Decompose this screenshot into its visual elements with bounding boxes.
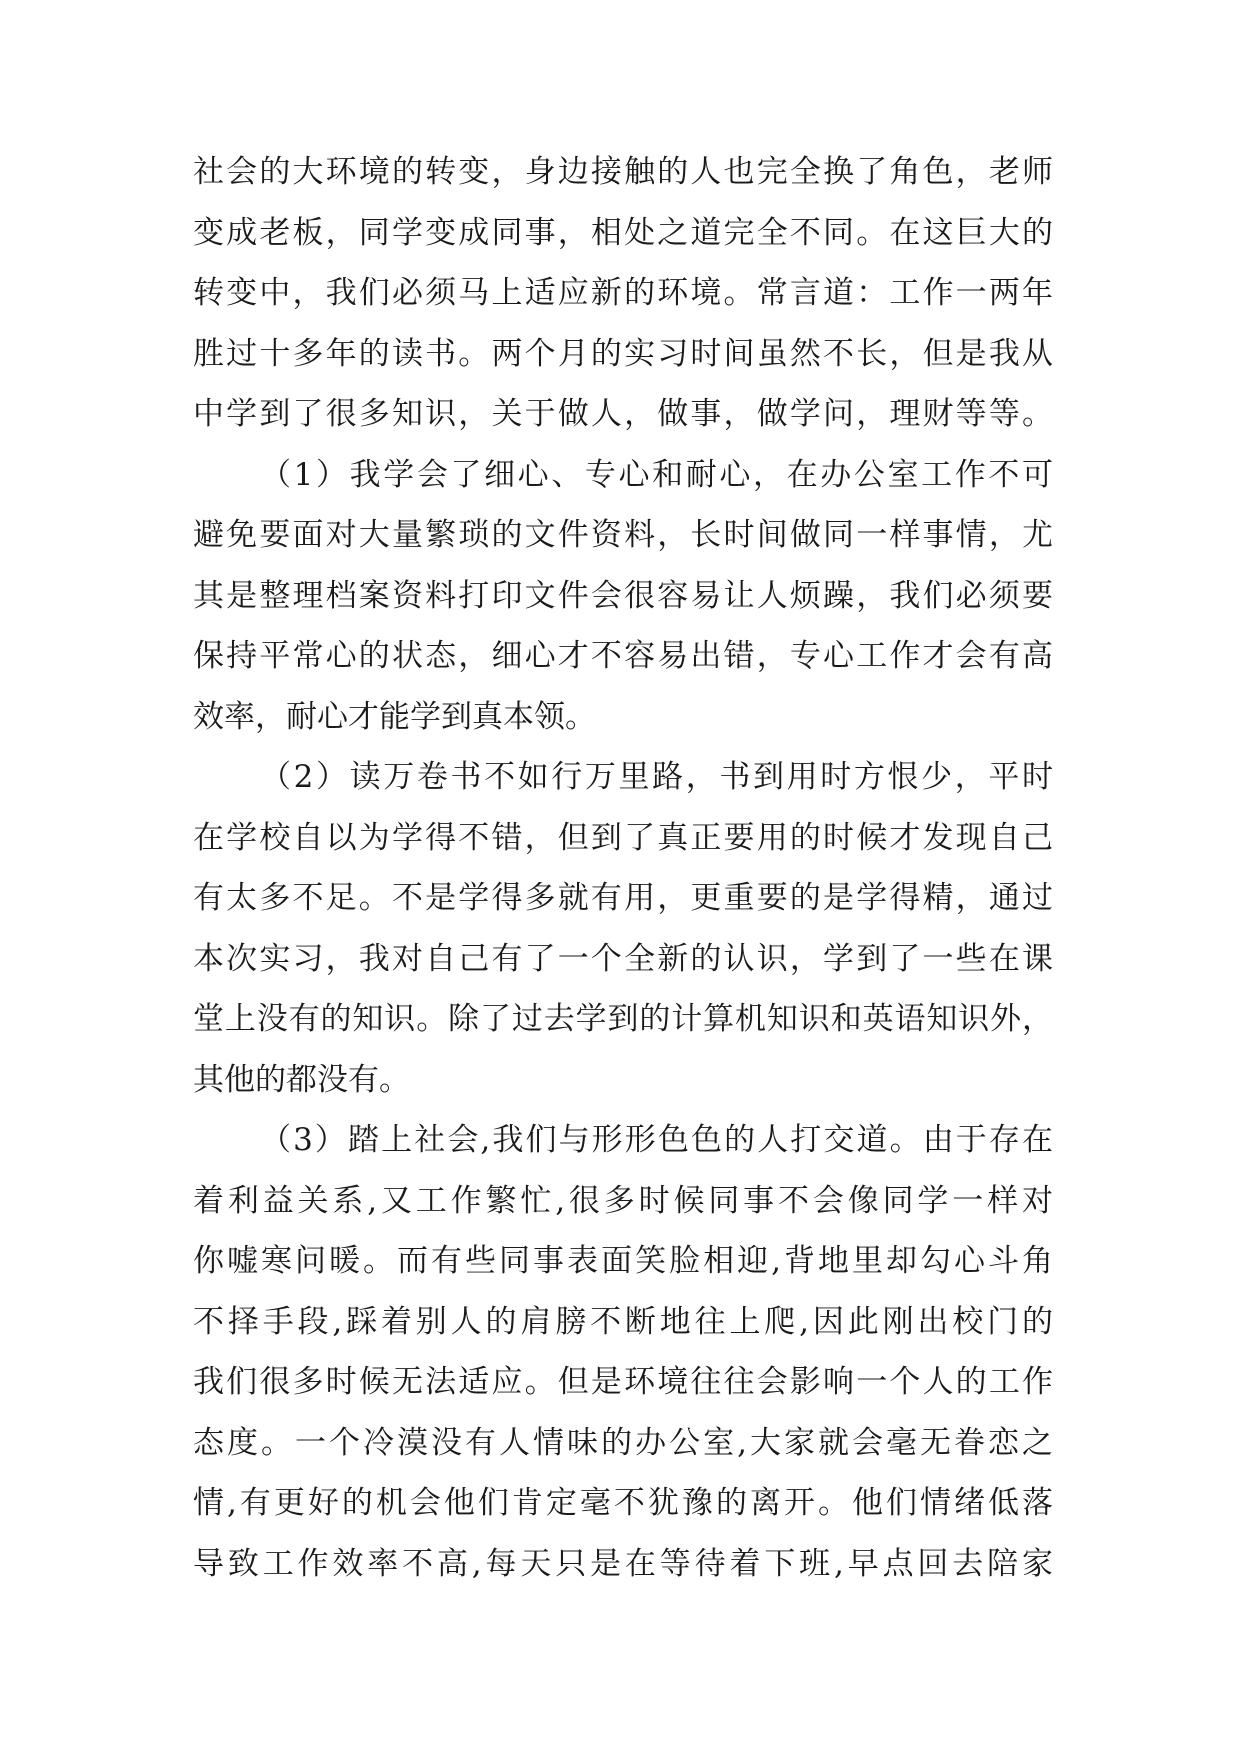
text-line: （2）读万卷书不如行万里路，书到用时方恨少，平时	[260, 759, 1053, 795]
text-line: 导致工作效率不高,每天只是在等待着下班,早点回去陪家	[193, 1546, 1053, 1582]
text-line: 不择手段,踩着别人的肩膀不断地往上爬,因此刚出校门的	[193, 1304, 1053, 1340]
text-line: 中学到了很多知识，关于做人，做事，做学问，理财等等。	[193, 396, 1053, 432]
text-line: （3）踏上社会,我们与形形色色的人打交道。由于存在	[260, 1122, 1053, 1158]
text-line: 效率，耐心才能学到真本领。	[193, 699, 596, 735]
text-line: 变成老板，同学变成同事，相处之道完全不同。在这巨大的	[193, 215, 1053, 251]
text-line: 态度。一个冷漠没有人情味的办公室,大家就会毫无眷恋之	[193, 1425, 1053, 1461]
text-line: 你嘘寒问暖。而有些同事表面笑脸相迎,背地里却勾心斗角	[193, 1243, 1053, 1279]
text-line: 胜过十多年的读书。两个月的实习时间虽然不长，但是我从	[193, 336, 1053, 372]
text-line: 社会的大环境的转变，身边接触的人也完全换了角色，老师	[193, 154, 1053, 190]
text-line: 本次实习，我对自己有了一个全新的认识，学到了一些在课	[193, 941, 1053, 977]
text-line: （1）我学会了细心、专心和耐心，在办公室工作不可	[260, 457, 1053, 493]
text-line: 情,有更好的机会他们肯定毫不犹豫的离开。他们情绪低落	[193, 1485, 1053, 1521]
text-line: 我们很多时候无法适应。但是环境往往会影响一个人的工作	[193, 1364, 1053, 1400]
text-line: 其是整理档案资料打印文件会很容易让人烦躁，我们必须要	[193, 578, 1053, 614]
text-line: 避免要面对大量繁琐的文件资料，长时间做同一样事情，尤	[193, 517, 1053, 553]
text-line: 堂上没有的知识。除了过去学到的计算机知识和英语知识外，	[193, 1001, 1053, 1037]
text-line: 有太多不足。不是学得多就有用，更重要的是学得精，通过	[193, 880, 1053, 916]
text-line: 在学校自以为学得不错，但到了真正要用的时候才发现自己	[193, 820, 1053, 856]
text-line: 着利益关系,又工作繁忙,很多时候同事不会像同学一样对	[193, 1183, 1053, 1219]
text-line: 转变中，我们必须马上适应新的环境。常言道：工作一两年	[193, 275, 1053, 311]
text-line: 保持平常心的状态，细心才不容易出错，专心工作才会有高	[193, 638, 1053, 674]
text-line: 其他的都没有。	[193, 1062, 410, 1098]
